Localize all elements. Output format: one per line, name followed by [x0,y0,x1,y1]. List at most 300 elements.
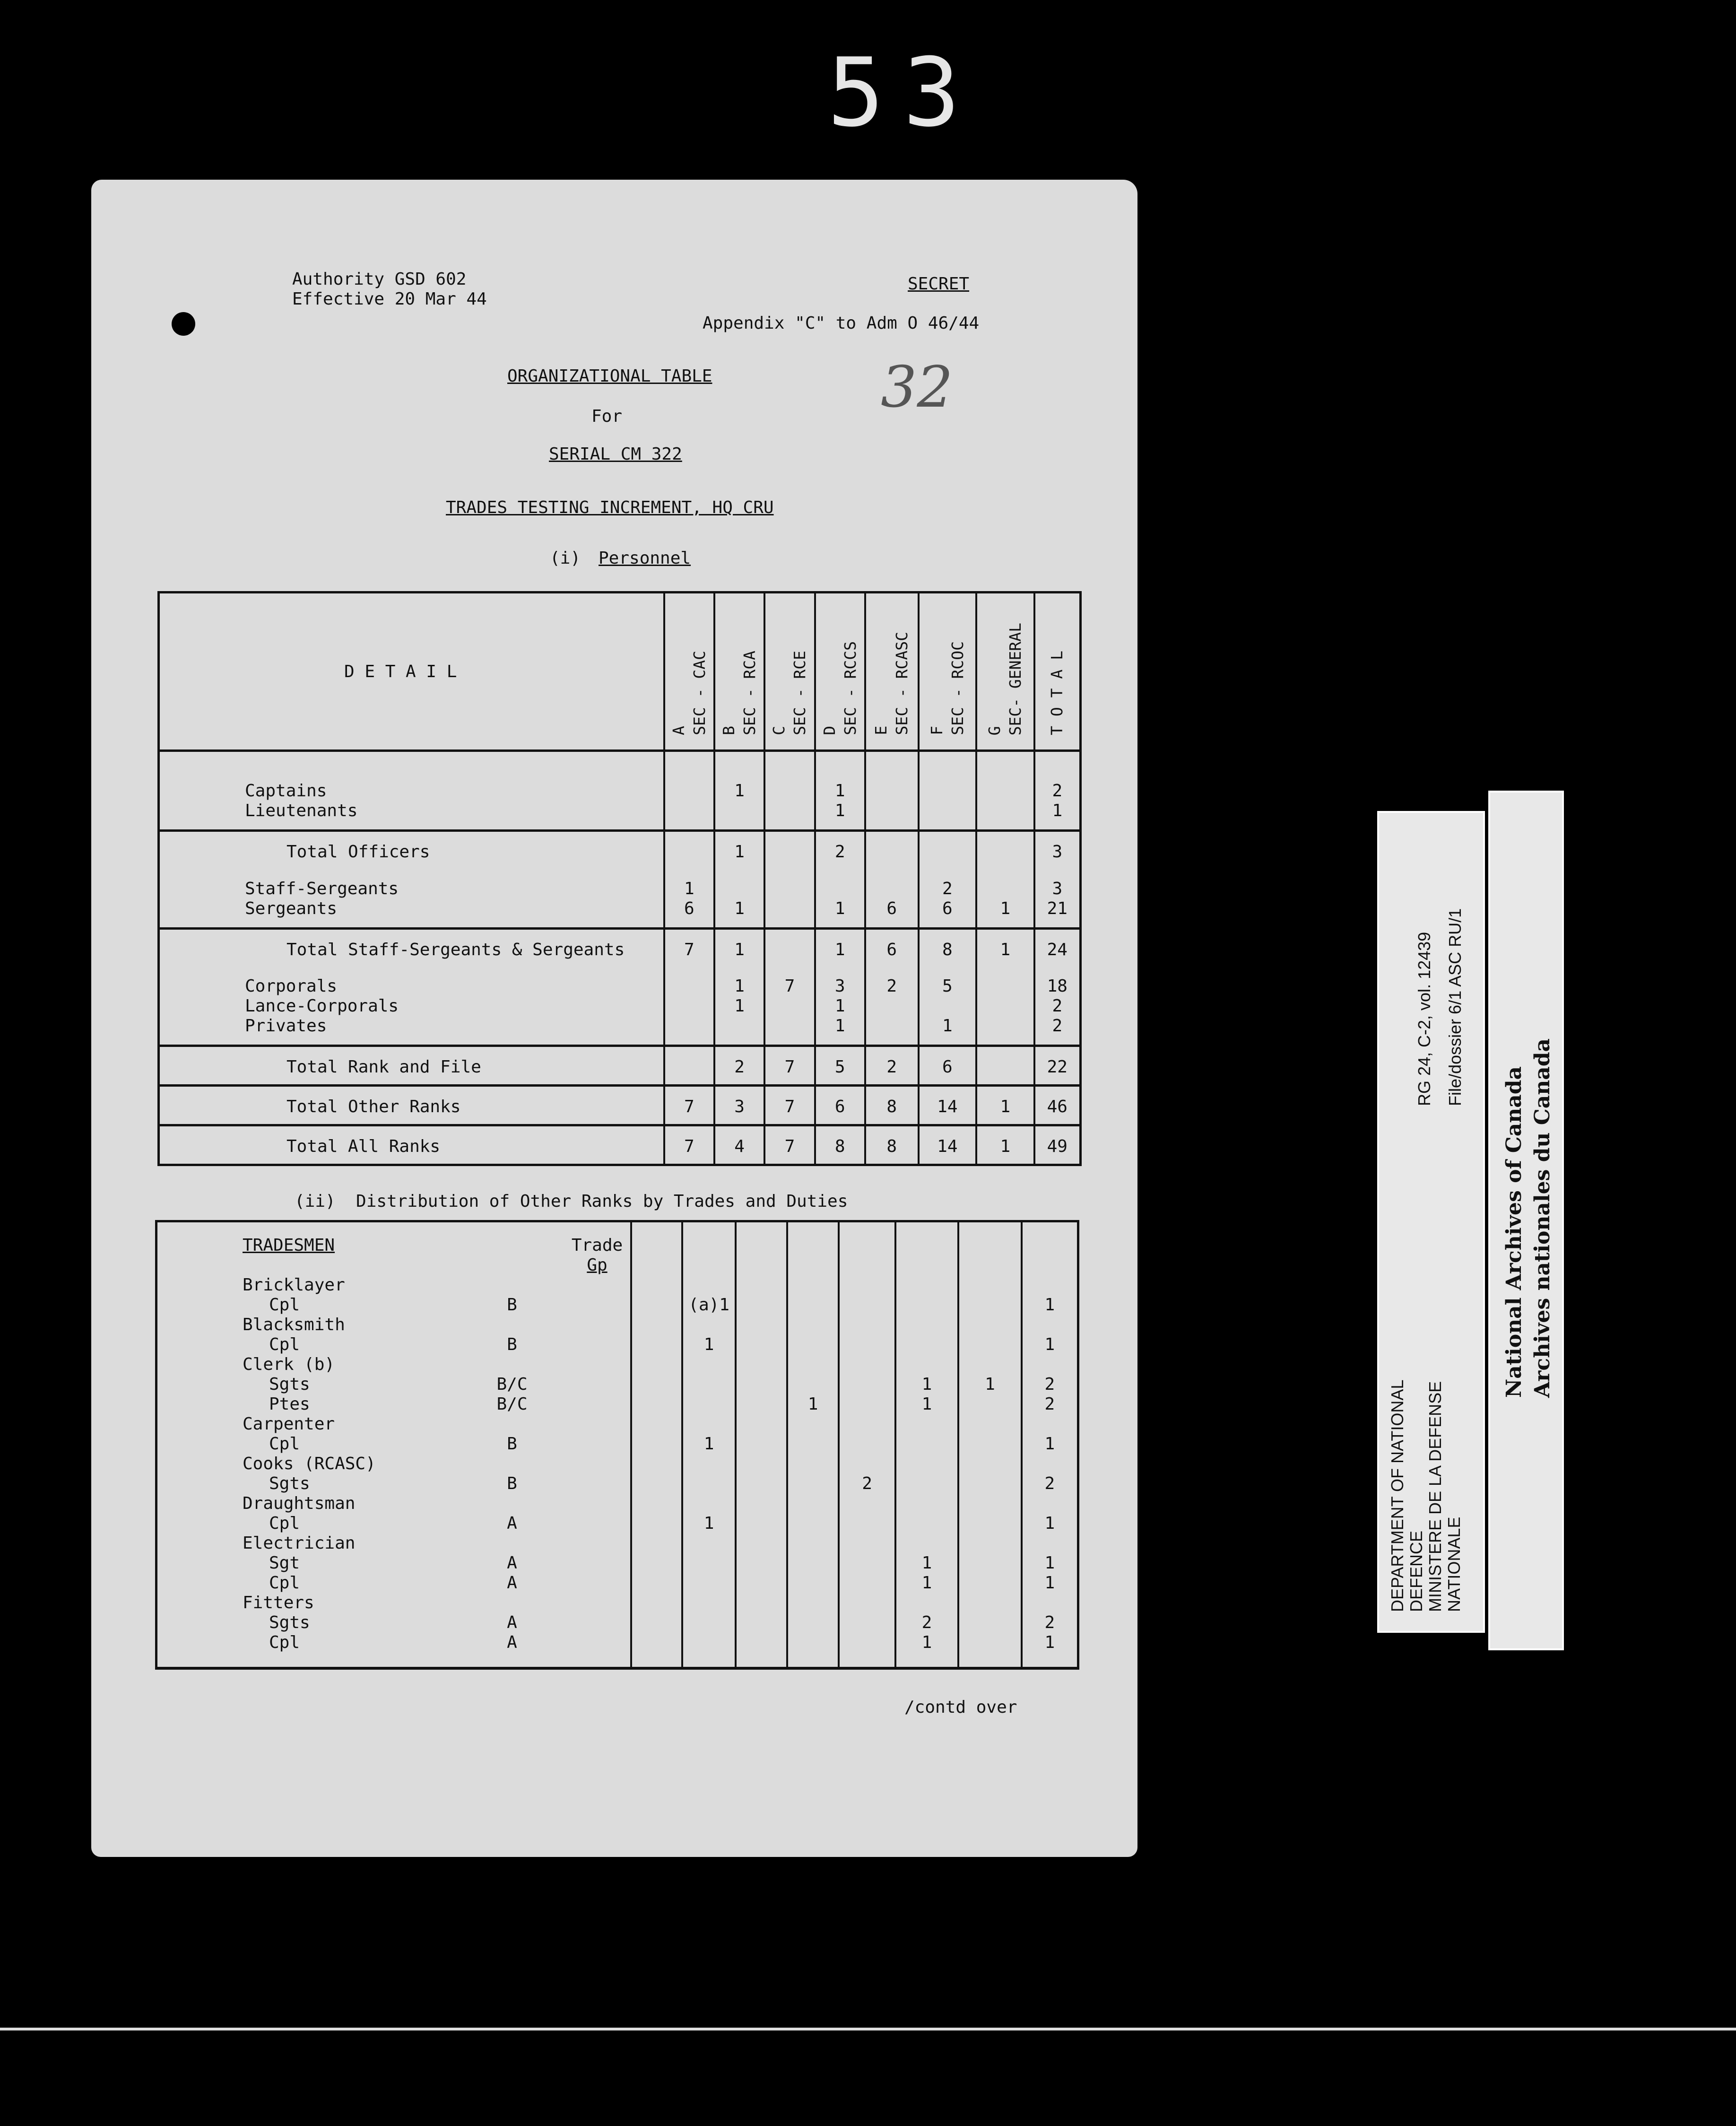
trade-value [737,1514,786,1534]
document-subtitle: TRADES TESTING INCREMENT, HQ CRU [446,498,774,517]
trade-value [788,1494,838,1514]
handwritten-number: 32 [881,355,953,420]
trades-table [155,1220,1079,1670]
sergeants-col [664,871,714,929]
value-cell [866,781,918,801]
trade-group: B [507,1295,517,1315]
trade-value [959,1295,1021,1315]
authority-text: Authority GSD 602 [292,270,467,289]
trade-value [632,1534,682,1553]
trade-value [632,1275,682,1295]
trade-value [840,1454,894,1474]
trade-value: 1 [807,1394,818,1414]
trades-col [895,1221,959,1669]
effective-date: Effective 20 Mar 44 [292,289,487,309]
trade-value [959,1434,1021,1454]
trade-value: 1 [921,1633,932,1652]
dept-line4: NATIONALE [1444,1516,1464,1612]
trades-col [736,1221,787,1669]
trade-value [840,1553,894,1573]
trade-group [484,1593,540,1613]
trade-value [788,1514,838,1534]
trade-value [683,1375,735,1394]
trade-value [788,1474,838,1494]
trade-value [840,1335,894,1355]
total-other-ranks-cell: 8 [865,1086,919,1125]
value-cell: 5 [942,976,953,996]
officers-labels [159,751,664,831]
trade-group: A [507,1613,517,1632]
trade-value [959,1494,1021,1514]
trade-value [737,1375,786,1394]
sergeants-col [714,871,764,929]
officers-col [1034,751,1081,831]
trade-value: 1 [1044,1295,1055,1315]
trade-value [737,1394,786,1414]
trade-value [959,1514,1021,1534]
value-cell [765,1016,814,1036]
trade-value: 1 [703,1335,714,1354]
officers-col [815,751,865,831]
trade-value [959,1474,1021,1494]
trade-group: A [507,1514,517,1533]
rank-file-col [919,968,977,1046]
sergeants-col [976,871,1034,929]
value-cell [816,879,864,899]
document-title: ORGANIZATIONAL TABLE [507,366,712,386]
value-cell: 1 [834,1016,845,1036]
trade-value [959,1613,1021,1633]
classification-mark: SECRET [908,274,970,294]
value-cell: 3 [1052,879,1063,898]
total-other-ranks-cell: 6 [815,1086,865,1125]
trade-group [484,1494,540,1514]
trade-value [788,1414,838,1434]
trade-value [683,1414,735,1434]
archives-canada-card [1488,791,1564,1650]
sergeants-col [865,871,919,929]
trade-value [788,1613,838,1633]
value-cell: 6 [886,898,897,918]
dept-line3: MINISTERE DE LA DEFENSE [1425,1381,1445,1612]
total-all-ranks-label: Total All Ranks [286,1137,441,1156]
continued-note: /contd over [904,1698,1017,1717]
trade-value [840,1295,894,1315]
trade-value [737,1434,786,1454]
value-cell [665,976,713,996]
trade-value [632,1355,682,1375]
value-cell: 1 [834,801,845,820]
trade-value [737,1613,786,1633]
total-rank-file-label: Total Rank and File [286,1057,481,1077]
total-other-ranks-label: Total Other Ranks [286,1097,461,1116]
trade-row-label: Cpl [269,1335,300,1354]
trade-row-label: Blacksmith [243,1315,345,1334]
trade-value [840,1434,894,1454]
trade-value: 1 [1044,1335,1055,1354]
value-cell: 2 [886,976,897,996]
trade-row-label: Sgts [269,1375,310,1394]
trade-value [959,1534,1021,1553]
trade-value [840,1275,894,1295]
trade-value [632,1434,682,1454]
total-other-ranks-cell: 7 [664,1086,714,1125]
trades-col [682,1221,736,1669]
total-rank-file-cell: 2 [714,1046,764,1086]
officers-col [664,751,714,831]
trade-value: 2 [1044,1613,1055,1632]
trade-value [1023,1494,1077,1514]
trade-value: 1 [1044,1434,1055,1454]
trade-group [484,1355,540,1375]
trade-value: 1 [921,1573,932,1593]
trade-row-label: Cpl [269,1514,300,1533]
trade-value [632,1315,682,1335]
value-cell: 1 [834,898,845,918]
trade-value [683,1573,735,1593]
trade-value [959,1553,1021,1573]
value-cell [866,1016,918,1036]
trade-value [840,1633,894,1653]
rg-reference: RG 24, C-2, vol. 12439 [1415,932,1434,1106]
sergeants-col [764,871,815,929]
trade-value: 1 [921,1375,932,1394]
value-cell [920,801,976,821]
trade-row-label: Bricklayer [243,1275,345,1295]
value-cell: 1 [1052,801,1063,820]
total-sergeants-cell: 8 [919,928,977,968]
trade-value [1023,1454,1077,1474]
trade-value [959,1394,1021,1414]
trade-row-label: Cpl [269,1295,300,1315]
trade-value: (a)1 [688,1295,729,1315]
total-other-ranks-cell: 14 [919,1086,977,1125]
trade-value [896,1534,958,1553]
trade-value [737,1315,786,1335]
serial-number: SERIAL CM 322 [549,444,682,464]
total-sergeants-cell: 1 [976,928,1034,968]
value-cell [765,899,814,919]
total-rank-file-cell: 5 [815,1046,865,1086]
officers-col [764,751,815,831]
trade-value [840,1414,894,1434]
trade-value [840,1534,894,1553]
total-officers-cell [865,831,919,871]
value-cell: 2 [1052,996,1063,1016]
value-cell: 6 [684,898,694,918]
total-rank-file-cell: 7 [764,1046,815,1086]
archive-reference-card [1377,811,1485,1633]
tradesmen-header: TRADESMEN [243,1236,335,1255]
trade-value: 1 [703,1514,714,1533]
col-header-f: F SEC - RCOC [919,592,977,751]
trade-row-label: Cpl [269,1633,300,1652]
total-rank-file-cell [664,1046,714,1086]
section1-title: Personnel [599,549,691,568]
trade-row-label: Cpl [269,1573,300,1593]
row-label: Captains [245,781,327,801]
value-cell: 18 [1047,976,1068,996]
trade-row-label: Ptes [269,1394,310,1414]
trade-value [840,1613,894,1633]
value-cell: 1 [834,996,845,1016]
total-officers-label: Total Officers [286,842,430,862]
total-other-ranks-cell: 1 [976,1086,1034,1125]
trade-value [683,1633,735,1653]
trade-value [1023,1355,1077,1375]
value-cell [665,996,713,1016]
trade-value [683,1534,735,1553]
trade-group [484,1414,540,1434]
trade-value [737,1454,786,1474]
row-label: Corporals [245,976,338,996]
value-cell [977,801,1033,821]
archives-name-fr: Archives nationales du Canada [1530,1038,1554,1398]
trades-col [839,1221,895,1669]
total-sergeants-cell: 6 [865,928,919,968]
total-sergeants-cell: 1 [815,928,865,968]
col-header-d: D SEC - RCCS [815,592,865,751]
trade-value [1023,1414,1077,1434]
trade-group: B [507,1474,517,1493]
trade-value: 1 [985,1375,995,1394]
trade-value [840,1355,894,1375]
row-label: Privates [245,1016,327,1036]
trade-group: B [507,1434,517,1454]
value-cell [765,801,814,821]
total-officers-cell: 3 [1034,831,1081,871]
trades-col [958,1221,1022,1669]
col-header-b: B SEC - RCA [714,592,764,751]
section1-number: (i) [550,549,581,568]
trade-value [788,1295,838,1315]
trade-group [484,1454,540,1474]
value-cell [866,996,918,1016]
total-sergeants-cell: 1 [714,928,764,968]
trade-value [840,1593,894,1613]
trade-row-label: Sgts [269,1613,310,1632]
trade-value [840,1394,894,1414]
total-other-ranks-cell: 46 [1034,1086,1081,1125]
trade-value [737,1593,786,1613]
value-cell [977,1016,1033,1036]
trade-value [683,1494,735,1514]
total-officers-cell [664,831,714,871]
total-all-ranks-cell: 49 [1034,1125,1081,1165]
trade-value [840,1375,894,1394]
trade-value [737,1494,786,1514]
total-sergeants-cell [764,928,815,968]
trade-value: 1 [703,1434,714,1454]
trade-group [484,1534,540,1553]
value-cell [920,996,976,1016]
trade-value [896,1355,958,1375]
trade-row-label: Draughtsman [243,1494,356,1513]
trade-value [632,1514,682,1534]
trade-value [840,1514,894,1534]
trade-value [632,1494,682,1514]
trade-value [683,1394,735,1414]
trade-value [632,1553,682,1573]
value-cell: 7 [784,976,795,996]
total-rank-file-cell [976,1046,1034,1086]
rank-file-col [664,968,714,1046]
trade-value [788,1434,838,1454]
col-header-g: G SEC- GENERAL [976,592,1034,751]
trade-value [683,1553,735,1573]
trade-value [683,1355,735,1375]
value-cell: 1 [684,879,694,898]
trade-value [737,1573,786,1593]
trade-row-label: Sgts [269,1474,310,1493]
row-label: Sergeants [245,898,338,918]
trade-value [788,1633,838,1653]
total-other-ranks-cell: 7 [764,1086,815,1125]
total-officers-cell: 2 [815,831,865,871]
trade-value [896,1295,958,1315]
trade-value [632,1593,682,1613]
value-cell [977,976,1033,996]
trade-value [896,1275,958,1295]
value-cell [920,781,976,801]
trade-value: 2 [921,1613,932,1632]
value-cell: 3 [834,976,845,996]
value-cell: 2 [1052,781,1063,801]
value-cell: 1 [734,898,745,918]
row-label: Lance-Corporals [245,996,399,1016]
trade-value [840,1494,894,1514]
trade-value [896,1514,958,1534]
trade-value [632,1454,682,1474]
value-cell: 1 [834,781,845,801]
total-all-ranks-cell: 14 [919,1125,977,1165]
trade-value [632,1335,682,1355]
col-header-c: C SEC - RCE [764,592,815,751]
trade-value [788,1573,838,1593]
trade-group: A [507,1573,517,1593]
trade-value [788,1275,838,1295]
trade-value [1023,1534,1077,1553]
for-text: For [591,407,623,426]
trade-value [788,1593,838,1613]
trade-value [683,1315,735,1335]
trade-value [632,1633,682,1653]
trade-row-label: Carpenter [243,1414,335,1434]
rank-file-labels [159,968,664,1046]
total-rank-file-cell: 22 [1034,1046,1081,1086]
trade-value [788,1355,838,1375]
rank-file-col [764,968,815,1046]
total-all-ranks-cell: 8 [815,1125,865,1165]
trade-value [632,1573,682,1593]
trade-value [959,1315,1021,1335]
trade-value [737,1275,786,1295]
trade-value [959,1355,1021,1375]
trade-group: B [507,1335,517,1354]
punch-hole [172,312,195,336]
trade-value [840,1315,894,1335]
trades-col [787,1221,839,1669]
value-cell [715,1016,764,1036]
trade-value [896,1434,958,1454]
value-cell [977,996,1033,1016]
value-cell [665,1016,713,1036]
trade-value [788,1315,838,1335]
rank-file-col [815,968,865,1046]
total-all-ranks-cell: 7 [764,1125,815,1165]
trade-value: 2 [862,1474,872,1493]
trade-value [959,1275,1021,1295]
total-all-ranks-cell: 1 [976,1125,1034,1165]
trade-group: A [507,1633,517,1652]
trades-labels [156,1221,631,1669]
trade-value [737,1474,786,1494]
total-all-ranks-cell: 7 [664,1125,714,1165]
total-rank-file-cell: 2 [865,1046,919,1086]
row-label: Staff-Sergeants [245,879,399,898]
trade-value: 2 [1044,1474,1055,1493]
trade-value [737,1335,786,1355]
trade-row-label: Electrician [243,1534,356,1553]
total-all-ranks-cell: 8 [865,1125,919,1165]
microfilm-edge-line [0,2028,1736,2030]
trade-group [484,1315,540,1335]
trade-group: B/C [496,1394,528,1414]
trade-row-label: Clerk (b) [243,1355,335,1374]
trade-value [1023,1593,1077,1613]
value-cell [715,801,764,821]
gp-header: Gp [587,1255,608,1275]
trade-row-label: Cpl [269,1434,300,1454]
value-cell: 6 [942,898,953,918]
trade-value: 1 [1044,1633,1055,1652]
value-cell: 1 [734,996,745,1016]
trade-value [896,1494,958,1514]
trade-value [788,1375,838,1394]
value-cell [665,781,713,801]
total-officers-cell: 1 [714,831,764,871]
value-cell [765,879,814,899]
trade-value: 1 [921,1394,932,1414]
trade-value [788,1454,838,1474]
trade-value [959,1414,1021,1434]
sergeants-col [919,871,977,929]
trade-row-label: Fitters [243,1593,314,1612]
total-officers-cell [764,831,815,871]
value-cell [977,879,1033,899]
total-rank-file-cell: 6 [919,1046,977,1086]
trade-group [484,1275,540,1295]
sergeants-col [1034,871,1081,929]
trade-value [737,1295,786,1315]
trade-group: B/C [496,1375,528,1394]
total-officers-cell [976,831,1034,871]
value-cell: 1 [942,1016,953,1036]
trade-value [840,1573,894,1593]
value-cell: 1 [734,976,745,996]
rank-file-col [1034,968,1081,1046]
trade-value [896,1474,958,1494]
total-other-ranks-cell: 3 [714,1086,764,1125]
document-page [91,180,1137,1857]
trade-value [632,1414,682,1434]
trade-value [896,1454,958,1474]
value-cell [866,801,918,821]
value-cell [866,879,918,899]
value-cell [765,781,814,801]
trade-value [959,1454,1021,1474]
section2-title: (ii) Distribution of Other Ranks by Trades and Duties [295,1192,848,1211]
